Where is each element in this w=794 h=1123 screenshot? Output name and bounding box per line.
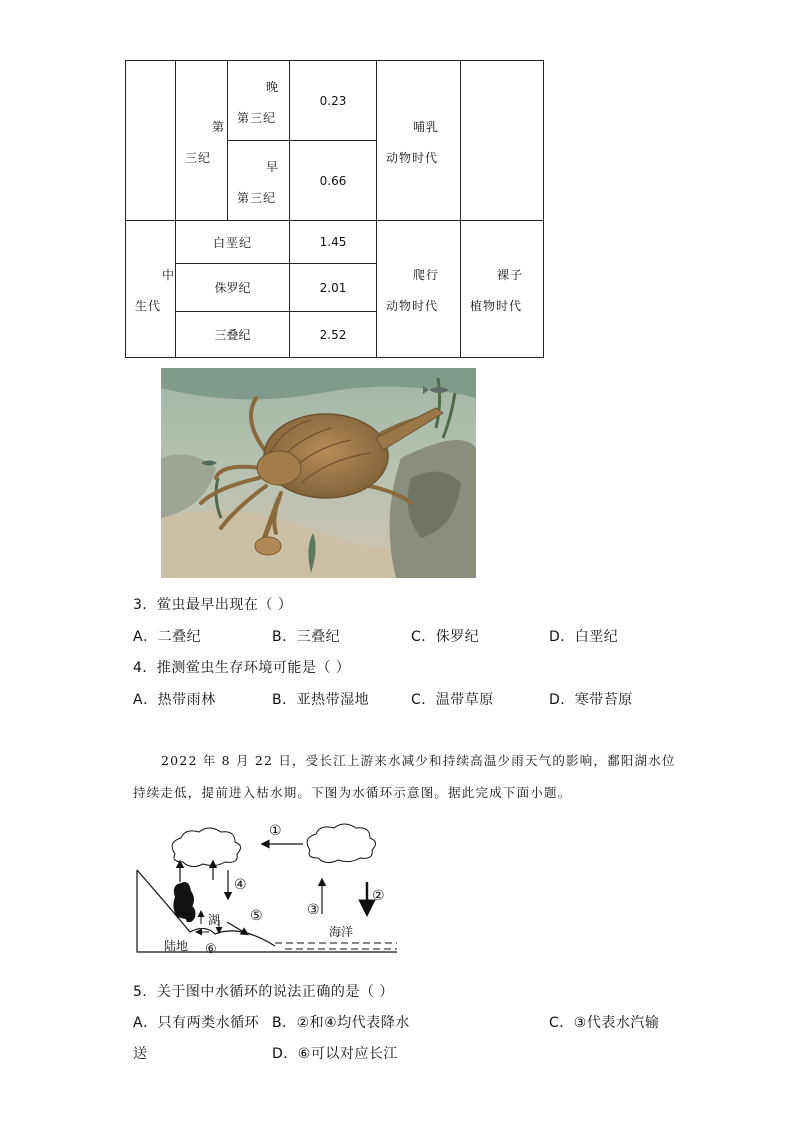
animal-label-bottom: 动物时代 [386,299,439,313]
value-cell [290,141,377,221]
era-cell-mesozoic [126,221,176,358]
period-cell [176,264,290,312]
value-cell [290,264,377,312]
label-6: ⑥ [205,942,217,957]
land-label: 陆地 [164,939,189,953]
era-label-bottom: 生代 [135,299,162,313]
q4-stem: 4．推测鲎虫生存环境可能是（ ） [133,660,351,676]
ocean-label: 海洋 [329,925,354,939]
label-5: ⑤ [250,908,263,924]
period-cell [176,221,290,264]
lake-label: 湖 [208,913,221,927]
q5-option-c[interactable]: C．③代表水汽输 [549,1015,660,1031]
q3-option-a[interactable]: A．二叠纪 [133,629,202,645]
animal-label-top: 爬行 [413,268,440,282]
animal-era-cell-mammal [377,61,461,221]
water-cycle-diagram [135,822,405,960]
epoch-cell-late [228,61,290,141]
q5-option-d[interactable]: D．⑥可以对应长江 [272,1046,398,1062]
q5-option-b[interactable]: B．②和④均代表降水 [272,1015,410,1031]
q4-option-d[interactable]: D．寒带苔原 [549,692,633,708]
period-label-bottom: 三纪 [185,150,212,165]
cloud-right-icon [307,824,375,863]
passage-line-2: 持续走低，提前进入枯水期。下图为水循环示意图。据此完成下面小题。 [133,785,572,800]
passage-line-1: 2022 年 8 月 22 日，受长江上游来水减少和持续高温少雨天气的影响，鄱阳湖水位 [161,753,676,768]
value-cell [290,312,377,358]
q3-stem: 3．鲎虫最早出现在（ ） [133,597,293,613]
animal-label-bottom: 动物时代 [386,150,439,165]
value-text: 0.23 [319,93,347,108]
plant-label-top: 裸子 [497,268,524,282]
q5-option-c-continued: 送 [133,1046,148,1062]
label-4: ④ [234,877,247,893]
value-text: 1.45 [319,235,347,249]
plant-label-bottom: 植物时代 [470,299,523,313]
period-cell-tertiary [176,61,228,221]
era-cell-cenozoic [126,61,176,221]
epoch-label-top: 早 [266,160,280,174]
q3-option-c[interactable]: C．侏罗纪 [411,629,480,645]
geologic-time-table [125,60,544,358]
q5-option-a[interactable]: A．只有两类水循环 [133,1015,260,1031]
period-cell [176,312,290,358]
plant-era-cell-gymnosperm [461,221,544,358]
q5-stem: 5．关于图中水循环的说法正确的是（ ） [133,984,394,1000]
q4-option-c[interactable]: C．温带草原 [411,692,494,708]
era-label-top: 中 [162,268,176,282]
value-text: 2.52 [319,327,347,342]
epoch-cell-early [228,141,290,221]
label-3: ③ [307,902,320,918]
value-cell [290,221,377,264]
cloud-left-icon [172,828,240,867]
label-1: ① [269,823,282,839]
epoch-label-top: 晚 [266,80,280,94]
animal-label-top: 哺乳 [413,119,440,134]
period-text: 白垩纪 [212,235,252,250]
plant-era-cell-empty [461,61,544,221]
q4-option-a[interactable]: A．热带雨林 [133,692,216,708]
epoch-label-bottom: 第三纪 [237,111,277,125]
q3-option-d[interactable]: D．白垩纪 [549,629,619,645]
period-label-top: 第 [212,119,226,134]
value-cell [290,61,377,141]
value-text: 2.01 [319,280,347,295]
q3-option-b[interactable]: B．三叠纪 [272,629,341,645]
q4-option-b[interactable]: B．亚热带湿地 [272,692,370,708]
eurypterid-illustration [161,368,476,578]
animal-era-cell-reptile [377,221,461,358]
epoch-label-bottom: 第三纪 [237,191,277,205]
period-text: 侏罗纪 [214,281,251,295]
period-text: 三叠纪 [214,328,251,342]
label-2: ② [372,888,385,904]
value-text: 0.66 [319,173,347,188]
